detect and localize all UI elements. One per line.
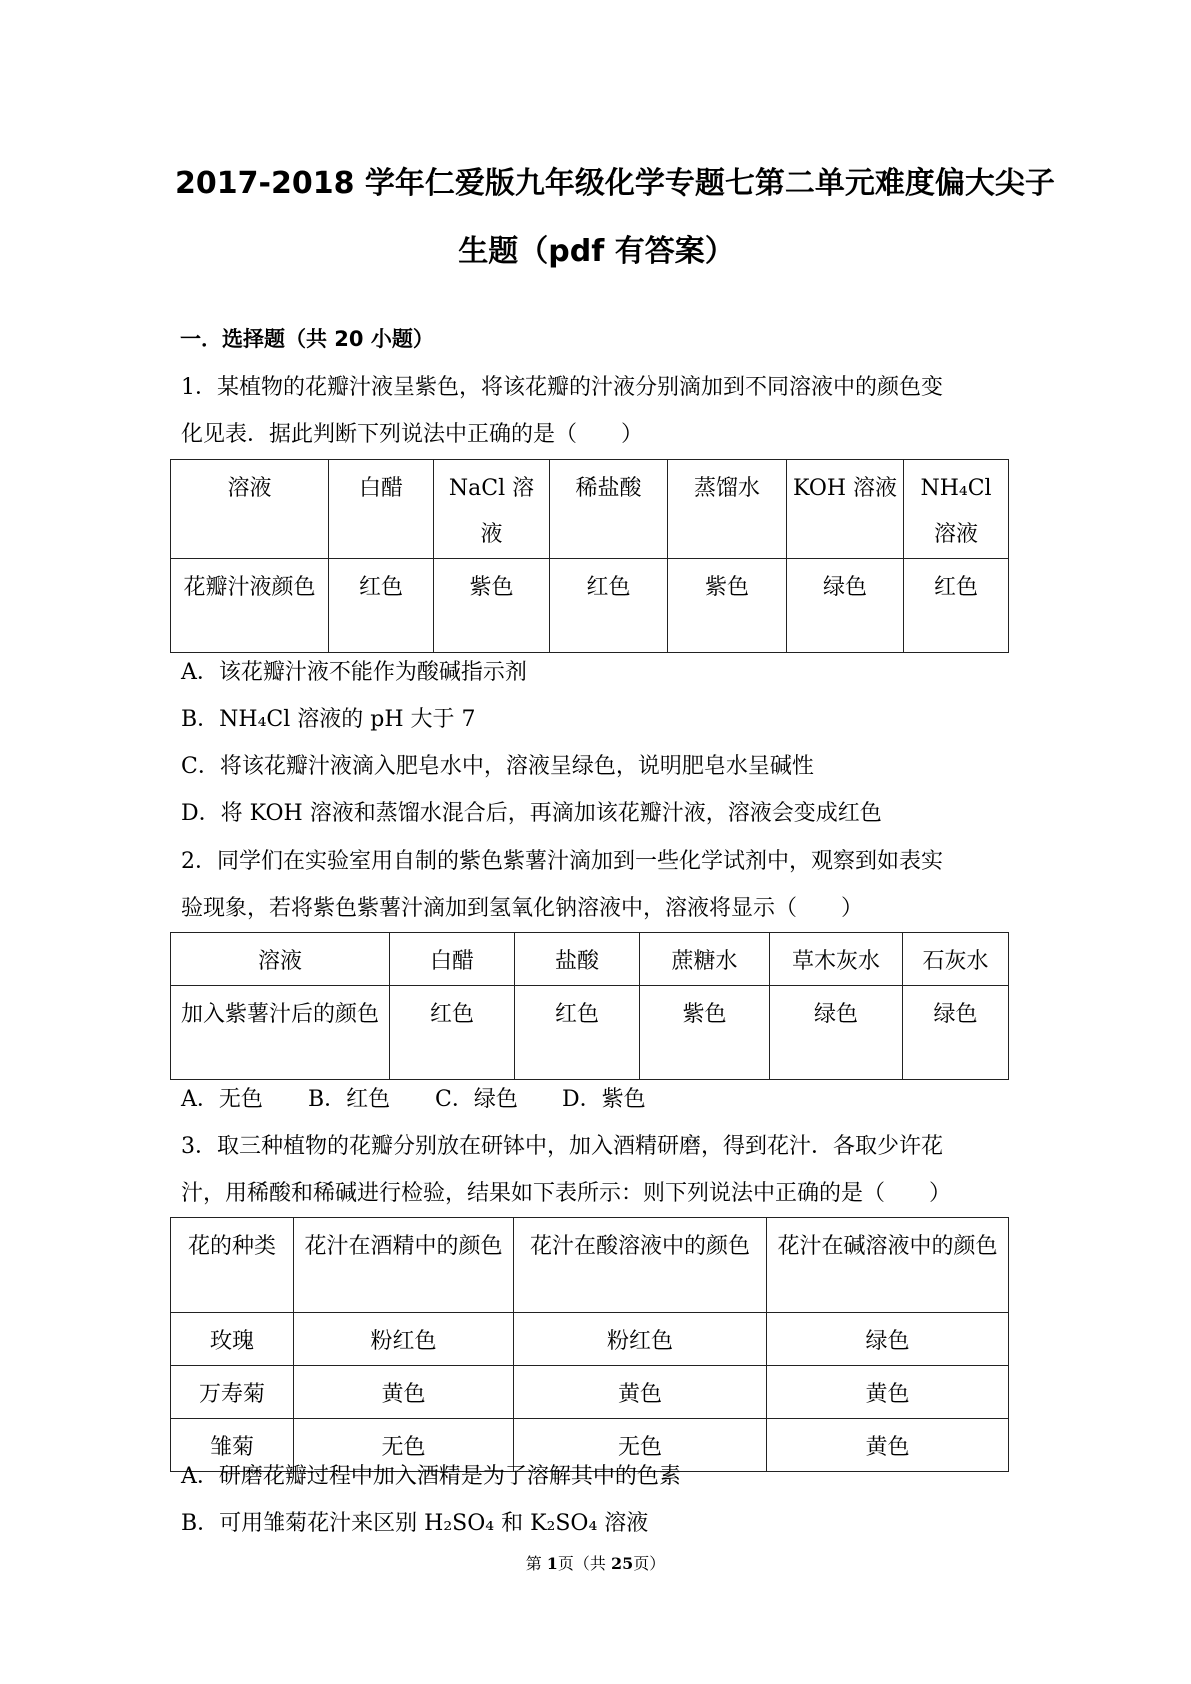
q3-option-a: A．研磨花瓣过程中加入酒精是为了溶解其中的色素 [181, 1464, 681, 1489]
q1-table [170, 459, 1009, 653]
document-title [175, 150, 1055, 286]
page-footer [0, 1553, 1191, 1575]
footer-total-pages: 25 [611, 1554, 634, 1573]
q1-stem-line-2: 化见表．据此判断下列说法中正确的是（ ） [181, 422, 644, 447]
q1-stem-line-1: 1．某植物的花瓣汁液呈紫色，将该花瓣的汁液分别滴加到不同溶液中的颜色变 [181, 375, 943, 400]
q3-row-cell: 无色 [294, 1419, 514, 1472]
q1-row-cell: 紫色 [668, 559, 787, 653]
q2-option-d: D．紫色 [562, 1087, 646, 1112]
q3-table-row [171, 1313, 1009, 1366]
q3-row-cell: 绿色 [767, 1313, 1009, 1366]
q3-stem-line-2: 汁，用稀酸和稀碱进行检验，结果如下表所示：则下列说法中正确的是（ ） [181, 1181, 952, 1206]
q2-stem-line-1: 2．同学们在实验室用自制的紫色紫薯汁滴加到一些化学试剂中，观察到如表实 [181, 849, 943, 874]
q1-header-cell: 蒸馏水 [668, 460, 787, 559]
q3-row-cell: 粉红色 [294, 1313, 514, 1366]
q3-stem-line-1: 3．取三种植物的花瓣分别放在研钵中，加入酒精研磨，得到花汁．各取少许花 [181, 1134, 943, 1159]
q2-table [170, 932, 1009, 1080]
q1-row-label-cell: 花瓣汁液颜色 [171, 559, 329, 653]
q3-row-cell: 粉红色 [514, 1313, 767, 1366]
q3-header-cell: 花汁在碱溶液中的颜色 [767, 1218, 1009, 1313]
q1-option-d: D．将 KOH 溶液和蒸馏水混合后，再滴加该花瓣汁液，溶液会变成红色 [181, 801, 882, 826]
q1-table-row [171, 559, 1009, 653]
footer-prefix: 第 [525, 1554, 547, 1573]
q2-row-cell: 紫色 [640, 986, 770, 1080]
q1-header-cell: NH₄Cl 溶液 [904, 460, 1009, 559]
section-heading: 一．选择题（共 20 小题） [180, 327, 434, 351]
q3-header-cell: 花的种类 [171, 1218, 294, 1313]
q1-row-cell: 红色 [550, 559, 668, 653]
q2-option-a: A．无色 [181, 1087, 263, 1112]
q1-row-cell: 红色 [904, 559, 1009, 653]
q1-header-cell: 稀盐酸 [550, 460, 668, 559]
q2-row-cell: 红色 [515, 986, 640, 1080]
q3-row-cell: 黄色 [294, 1366, 514, 1419]
q1-option-b: B．NH₄Cl 溶液的 pH 大于 7 [181, 707, 476, 732]
q3-row-cell: 黄色 [767, 1366, 1009, 1419]
q2-row-cell: 绿色 [903, 986, 1009, 1080]
footer-middle: 页（共 [557, 1554, 612, 1573]
q3-row-cell: 黄色 [514, 1366, 767, 1419]
q2-row-label-cell: 加入紫薯汁后的颜色 [171, 986, 390, 1080]
q1-option-a: A．该花瓣汁液不能作为酸碱指示剂 [181, 660, 527, 685]
q1-header-cell: 溶液 [171, 460, 329, 559]
q2-stem-line-2: 验现象，若将紫色紫薯汁滴加到氢氧化钠溶液中，溶液将显示（ ） [181, 896, 864, 921]
q2-header-cell: 溶液 [171, 933, 390, 986]
q1-option-c: C．将该花瓣汁液滴入肥皂水中，溶液呈绿色，说明肥皂水呈碱性 [181, 754, 814, 779]
q3-row-label-cell: 玫瑰 [171, 1313, 294, 1366]
document-title-line-2: 生题（pdf 有答案） [458, 234, 735, 269]
q2-header-cell: 盐酸 [515, 933, 640, 986]
q2-option-b: B．红色 [308, 1087, 391, 1112]
q3-option-b: B．可用雏菊花汁来区别 H₂SO₄ 和 K₂SO₄ 溶液 [181, 1511, 649, 1536]
q3-row-label-cell: 万寿菊 [171, 1366, 294, 1419]
q2-table-header-row [171, 933, 1009, 986]
q3-table-row [171, 1366, 1009, 1419]
q2-header-cell: 蔗糖水 [640, 933, 770, 986]
q2-row-cell: 绿色 [770, 986, 903, 1080]
q3-row-cell: 黄色 [767, 1419, 1009, 1472]
q1-row-cell: 紫色 [434, 559, 550, 653]
footer-suffix: 页） [633, 1554, 666, 1573]
q2-row-cell: 红色 [390, 986, 515, 1080]
q1-row-cell: 红色 [329, 559, 434, 653]
q2-table-row [171, 986, 1009, 1080]
q3-row-label-cell: 雏菊 [171, 1419, 294, 1472]
q3-header-cell: 花汁在酒精中的颜色 [294, 1218, 514, 1313]
q3-table-header-row [171, 1218, 1009, 1313]
q2-header-cell: 白醋 [390, 933, 515, 986]
q1-header-cell: 白醋 [329, 460, 434, 559]
document-title-line-1: 2017-2018 学年仁爱版九年级化学专题七第二单元难度偏大尖子 [175, 166, 1055, 201]
q2-header-cell: 草木灰水 [770, 933, 903, 986]
q2-header-cell: 石灰水 [903, 933, 1009, 986]
q2-option-c: C．绿色 [435, 1087, 518, 1112]
q3-row-cell: 无色 [514, 1419, 767, 1472]
q1-row-cell: 绿色 [787, 559, 904, 653]
q3-header-cell: 花汁在酸溶液中的颜色 [514, 1218, 767, 1313]
q1-header-cell: NaCl 溶液 [434, 460, 550, 559]
q1-table-header-row [171, 460, 1009, 559]
q1-header-cell: KOH 溶液 [787, 460, 904, 559]
footer-page-number: 1 [546, 1554, 558, 1573]
q3-table [170, 1217, 1009, 1472]
